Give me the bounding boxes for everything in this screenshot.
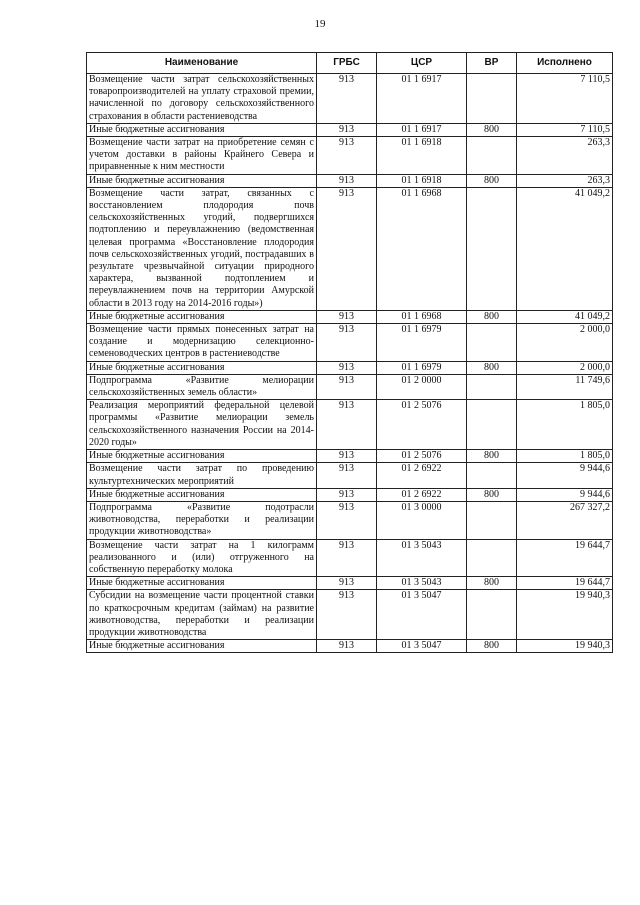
cell-exec: 263,3	[517, 174, 613, 187]
table-row	[87, 450, 613, 463]
table-row	[87, 539, 613, 577]
cell-name: Иные бюджетные ассигнования	[87, 577, 317, 590]
cell-exec: 41 049,2	[517, 310, 613, 323]
table-row	[87, 590, 613, 640]
cell-exec: 19 644,7	[517, 539, 613, 577]
header-csr: ЦСР	[377, 53, 467, 74]
cell-vr: 800	[467, 488, 517, 501]
cell-vr	[467, 590, 517, 640]
cell-csr: 01 3 5043	[377, 577, 467, 590]
cell-exec: 19 940,3	[517, 640, 613, 653]
cell-csr: 01 1 6918	[377, 137, 467, 175]
cell-vr	[467, 187, 517, 310]
cell-exec: 41 049,2	[517, 187, 613, 310]
cell-csr: 01 3 5047	[377, 590, 467, 640]
header-exec: Исполнено	[517, 53, 613, 74]
cell-exec: 1 805,0	[517, 400, 613, 450]
table-row	[87, 463, 613, 488]
table-row	[87, 137, 613, 175]
cell-vr: 800	[467, 361, 517, 374]
cell-csr: 01 2 0000	[377, 374, 467, 399]
cell-name: Иные бюджетные ассигнования	[87, 310, 317, 323]
cell-vr	[467, 137, 517, 175]
cell-exec: 9 944,6	[517, 463, 613, 488]
cell-csr: 01 3 5047	[377, 640, 467, 653]
table-row	[87, 74, 613, 124]
cell-csr: 01 1 6917	[377, 74, 467, 124]
page-number: 19	[314, 18, 326, 30]
cell-vr: 800	[467, 310, 517, 323]
cell-name: Возмещение части затрат сельскохозяйственных товаропроизводителей на уплату страховой премии, начисленной по договору сельскохозяйственного страхования в области растениеводства	[87, 74, 317, 124]
header-vr: ВР	[467, 53, 517, 74]
cell-csr: 01 1 6968	[377, 187, 467, 310]
cell-exec: 263,3	[517, 137, 613, 175]
table-row	[87, 361, 613, 374]
cell-csr: 01 2 5076	[377, 400, 467, 450]
cell-exec: 267 327,2	[517, 501, 613, 539]
cell-exec: 7 110,5	[517, 123, 613, 136]
cell-grbs: 913	[317, 361, 377, 374]
cell-vr: 800	[467, 577, 517, 590]
cell-name: Возмещение части прямых понесенных затрат на создание и модернизацию селекционно-семеноводческих центров в растениеводстве	[87, 324, 317, 362]
cell-grbs: 913	[317, 450, 377, 463]
cell-grbs: 913	[317, 463, 377, 488]
cell-grbs: 913	[317, 310, 377, 323]
cell-grbs: 913	[317, 74, 377, 124]
cell-grbs: 913	[317, 400, 377, 450]
table-row	[87, 640, 613, 653]
cell-name: Субсидии на возмещение части процентной ставки по краткосрочным кредитам (займам) на развитие животноводства, переработки и реализации продукции животноводства	[87, 590, 317, 640]
cell-vr: 800	[467, 450, 517, 463]
cell-vr	[467, 539, 517, 577]
table-row	[87, 501, 613, 539]
header-name: Наименование	[87, 53, 317, 74]
cell-name: Возмещение части затрат на 1 килограмм реализованного и (или) отгруженного на собственную переработку молока	[87, 539, 317, 577]
cell-csr: 01 1 6968	[377, 310, 467, 323]
cell-grbs: 913	[317, 488, 377, 501]
cell-vr	[467, 400, 517, 450]
cell-vr: 800	[467, 123, 517, 136]
cell-vr	[467, 463, 517, 488]
cell-exec: 2 000,0	[517, 324, 613, 362]
cell-csr: 01 2 6922	[377, 488, 467, 501]
cell-exec: 19 644,7	[517, 577, 613, 590]
cell-name: Иные бюджетные ассигнования	[87, 174, 317, 187]
cell-csr: 01 1 6979	[377, 324, 467, 362]
cell-exec: 11 749,6	[517, 374, 613, 399]
cell-name: Иные бюджетные ассигнования	[87, 488, 317, 501]
cell-csr: 01 1 6917	[377, 123, 467, 136]
cell-name: Иные бюджетные ассигнования	[87, 450, 317, 463]
cell-vr	[467, 324, 517, 362]
cell-exec: 1 805,0	[517, 450, 613, 463]
cell-name: Реализация мероприятий федеральной целевой программы «Развитие мелиорации земель сельскохозяйственного назначения России на 2014-2020 годы»	[87, 400, 317, 450]
table-row	[87, 324, 613, 362]
cell-grbs: 913	[317, 577, 377, 590]
cell-grbs: 913	[317, 187, 377, 310]
cell-grbs: 913	[317, 590, 377, 640]
table-header-row	[87, 53, 613, 74]
cell-csr: 01 2 6922	[377, 463, 467, 488]
table-row	[87, 123, 613, 136]
cell-exec: 7 110,5	[517, 74, 613, 124]
cell-exec: 19 940,3	[517, 590, 613, 640]
cell-vr	[467, 374, 517, 399]
cell-grbs: 913	[317, 501, 377, 539]
table-row	[87, 577, 613, 590]
cell-grbs: 913	[317, 137, 377, 175]
cell-csr: 01 1 6918	[377, 174, 467, 187]
cell-grbs: 913	[317, 640, 377, 653]
cell-grbs: 913	[317, 324, 377, 362]
header-grbs: ГРБС	[317, 53, 377, 74]
cell-csr: 01 3 5043	[377, 539, 467, 577]
cell-grbs: 913	[317, 539, 377, 577]
cell-grbs: 913	[317, 123, 377, 136]
cell-vr	[467, 501, 517, 539]
table-row	[87, 310, 613, 323]
cell-vr: 800	[467, 640, 517, 653]
cell-name: Возмещение части затрат, связанных с восстановлением плодородия почв сельскохозяйственных угодий, подвергшихся подтоплению и переувлажнению (ведомственная целевая программа «Восстановление плодородия почв сельскохозяйственных угодий, пострадавших в результате чрезвычайной ситуации природного характера, вызванной подтоплением и переувлажнением почв на территории Амурской области в 2013 году на 2014-2016 годы»)	[87, 187, 317, 310]
cell-name: Иные бюджетные ассигнования	[87, 361, 317, 374]
cell-grbs: 913	[317, 174, 377, 187]
cell-vr	[467, 74, 517, 124]
cell-csr: 01 3 0000	[377, 501, 467, 539]
table-row	[87, 488, 613, 501]
cell-vr: 800	[467, 174, 517, 187]
cell-name: Иные бюджетные ассигнования	[87, 640, 317, 653]
table-row	[87, 187, 613, 310]
budget-execution-table	[86, 52, 613, 653]
cell-name: Иные бюджетные ассигнования	[87, 123, 317, 136]
table-row	[87, 400, 613, 450]
cell-name: Возмещение части затрат на приобретение семян с учетом доставки в районы Крайнего Севера и приравненные к ним местности	[87, 137, 317, 175]
cell-csr: 01 2 5076	[377, 450, 467, 463]
table-row	[87, 174, 613, 187]
table-row	[87, 374, 613, 399]
cell-exec: 9 944,6	[517, 488, 613, 501]
cell-name: Подпрограмма «Развитие мелиорации сельскохозяйственных земель области»	[87, 374, 317, 399]
cell-exec: 2 000,0	[517, 361, 613, 374]
cell-grbs: 913	[317, 374, 377, 399]
cell-name: Возмещение части затрат по проведению культуртехнических мероприятий	[87, 463, 317, 488]
cell-csr: 01 1 6979	[377, 361, 467, 374]
cell-name: Подпрограмма «Развитие подотрасли животноводства, переработки и реализации продукции животноводства»	[87, 501, 317, 539]
